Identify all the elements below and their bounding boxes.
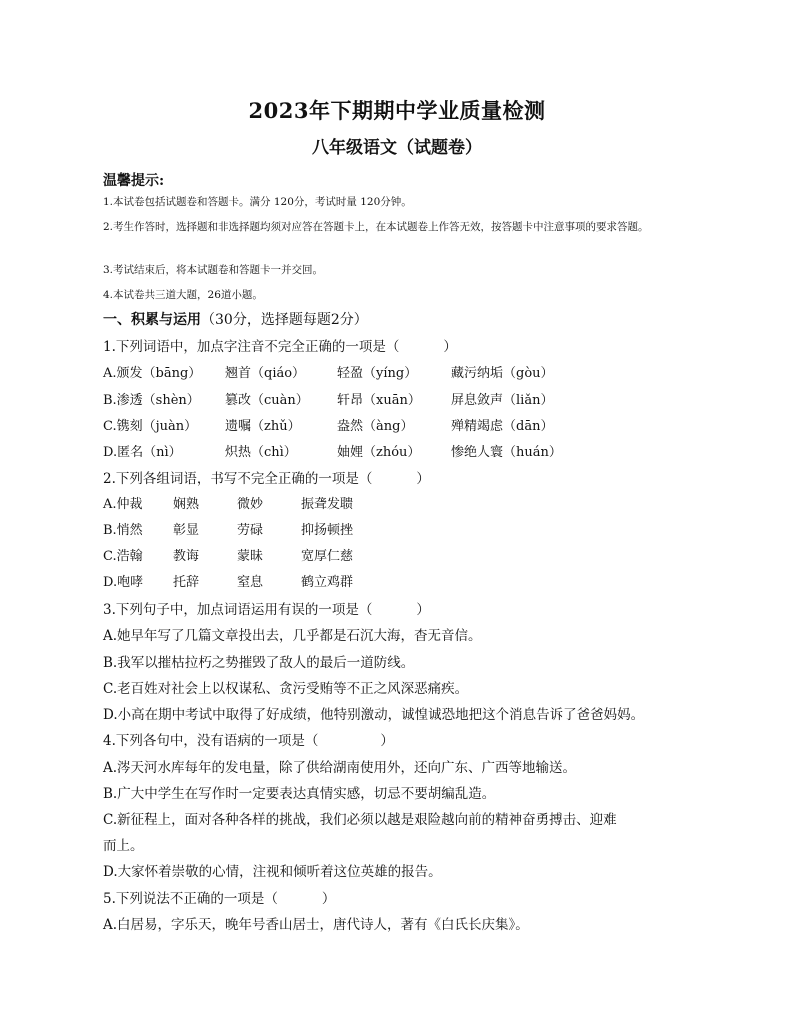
option-word: A.仲裁 (103, 497, 143, 512)
option-word: C.浩翰 (103, 549, 143, 564)
option-word: 炽热（chì） (225, 445, 297, 460)
option-word: 屏息敛声（liǎn） (451, 393, 554, 408)
q3-option: D.小高在期中考试中取得了好成绩，他特别激动，诚惶诚恐地把这个消息告诉了爸爸妈妈。 (103, 707, 645, 723)
stem-close: ） (416, 471, 430, 487)
option-word: 劳碌 (237, 523, 264, 538)
stem-close: ） (443, 339, 457, 355)
section-title: 一、积累与运用 (103, 312, 201, 328)
q5-option: A.白居易，字乐天，晚年号香山居士，唐代诗人，著有《白氏长庆集》。 (103, 917, 529, 933)
option-word: C.镌刻（juàn） (103, 419, 198, 434)
option-word: 微妙 (237, 497, 264, 512)
stem-close: ） (416, 602, 430, 618)
tip-item: 1.本试卷包括试题卷和答题卡。满分 120分，考试时量 120分钟。 (103, 196, 412, 208)
option-word: D.咆哮 (103, 575, 144, 590)
option-word: 抑扬顿挫 (301, 523, 354, 538)
option-word: 轩昂（xuān） (337, 393, 421, 408)
option-word: B.渗透（shèn） (103, 393, 200, 408)
question-stem-text: 1.下列词语中，加点字注音不完全正确的一项是（ (103, 339, 400, 355)
option-word: 殚精竭虑（dān） (451, 419, 554, 434)
q3-option: A.她早年写了几篇文章投出去，几乎都是石沉大海，杳无音信。 (103, 628, 482, 644)
option-word: 窒息 (237, 575, 264, 590)
tip-item: 4.本试卷共三道大题，26道小题。 (103, 289, 263, 301)
section-note: （30分，选择题每题2分） (201, 312, 368, 328)
q4-option: D.大家怀着崇敬的心情，注视和倾听着这位英雄的报告。 (103, 864, 442, 880)
option-word: 翘首（qiáo） (225, 366, 306, 381)
tips-heading: 温馨提示: (103, 173, 165, 189)
stem-close: ） (321, 891, 336, 907)
option-word: 振聋发聩 (301, 497, 354, 512)
option-word: A.颁发（bāng） (103, 366, 202, 381)
option-word: 遗嘱（zhǔ） (225, 419, 301, 434)
question-stem-text: 2.下列各组词语，书写不完全正确的一项是（ (103, 471, 373, 487)
exam-title: 2023年下期期中学业质量检测 (248, 98, 546, 123)
question-3-stem (103, 598, 430, 618)
option-word: D.匿名（nì） (103, 445, 182, 460)
option-word: 轻盈（yíng） (337, 366, 418, 381)
section-heading (103, 309, 368, 329)
option-word: 妯娌（zhóu） (337, 445, 421, 460)
stem-close: ） (380, 733, 394, 749)
option-word: B.悄然 (103, 523, 143, 538)
question-stem-text: 5.下列说法不正确的一项是（ (103, 891, 278, 907)
question-2-stem (103, 467, 430, 487)
question-5-stem (103, 887, 335, 907)
q3-option: B.我军以摧枯拉朽之势摧毁了敌人的最后一道防线。 (103, 655, 415, 671)
option-word: 蒙昧 (237, 549, 264, 564)
option-word: 娴熟 (173, 497, 200, 512)
question-stem-text: 4.下列各句中，没有语病的一项是（ (103, 733, 319, 749)
option-word: 篡改（cuàn） (225, 393, 309, 408)
q4-option-continued: 而上。 (103, 838, 144, 854)
tip-item: 3.考试结束后，将本试题卷和答题卡一并交回。 (103, 264, 324, 276)
question-stem-text: 3.下列句子中，加点词语运用有误的一项是（ (103, 602, 373, 618)
question-1-stem (103, 335, 457, 355)
q4-option: A.涔天河水库每年的发电量，除了供给湖南使用外，还向广东、广西等地输送。 (103, 760, 577, 776)
option-word: 教诲 (173, 549, 200, 564)
option-word: 彰显 (173, 523, 200, 538)
option-word: 惨绝人寰（huán） (451, 445, 562, 460)
exam-subtitle: 八年级语文（试题卷） (312, 138, 482, 158)
option-word: 托辞 (173, 575, 200, 590)
option-word: 藏污纳垢（gòu） (451, 366, 554, 381)
option-word: 宽厚仁慈 (301, 549, 354, 564)
option-word: 鹤立鸡群 (301, 575, 354, 590)
q4-option: B.广大中学生在写作时一定要表达真情实感，切忌不要胡编乱造。 (103, 786, 496, 802)
q3-option: C.老百姓对社会上以权谋私、贪污受贿等不正之风深恶痛疾。 (103, 681, 469, 697)
q4-option: C.新征程上，面对各种各样的挑战，我们必须以越是艰险越向前的精神奋勇搏击、迎难 (103, 812, 617, 828)
tip-item: 2.考生作答时，选择题和非选择题均须对应答在答题卡上，在本试题卷上作答无效，按答题卡中注意事项的要求答题。 (103, 221, 649, 233)
question-4-stem (103, 729, 394, 749)
option-word: 盎然（àng） (337, 419, 414, 434)
